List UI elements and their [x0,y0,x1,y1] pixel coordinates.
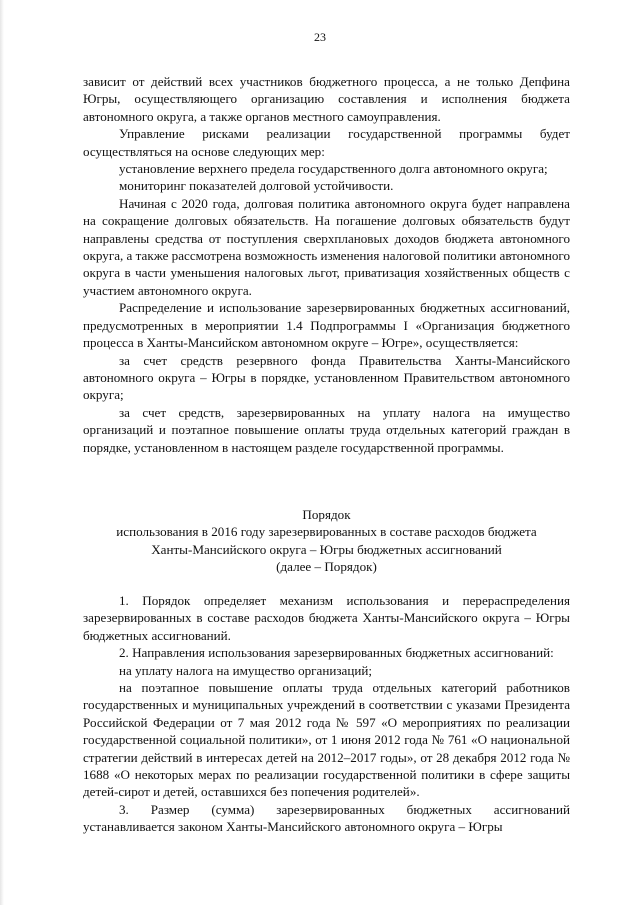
paragraph: Распределение и использование зарезервированных бюджетных ассигнований, предусмотренных в мероприятии 1.4 Подпрограммы I «Организация бюджетного процесса в Ханты-Мансийском автономном округе – Югре», осуществляется: [83,300,570,351]
paragraph: мониторинг показателей долговой устойчивости. [119,178,394,194]
heading-line: (далее – Порядок) [276,559,377,575]
paragraph: 2. Направления использования зарезервированных бюджетных ассигнований: [119,645,554,661]
paragraph: 3. Размер (сумма) зарезервированных бюджетных ассигнований устанавливается законом Ханты-Мансийского автономного округа – Югры [83,801,570,835]
heading-line: Ханты-Мансийского округа – Югры бюджетных ассигнований [151,541,502,557]
procedure-heading [83,506,570,576]
heading-line: использования в 2016 году зарезервированных в составе расходов бюджета [116,524,537,540]
paragraph: Начиная с 2020 года, долговая политика автономного округа будет направлена на сокращение долговых обязательств. На погашение долговых обязательств будут направлены средства от поступления сверхплановых доходов бюджета автономного округа, а также рассмотрена возможность изменения налоговой политики автономного округа в части уменьшения налоговых льгот, приватизация хозяйственных обществ с участием автономного округа. [83,195,571,298]
heading-title: Порядок [302,507,351,522]
paragraph: 1. Порядок определяет механизм использования и перераспределения зарезервированных в составе расходов бюджета Ханты-Мансийского округа – Югры бюджетных ассигнований. [83,593,570,643]
scan-edge [0,0,4,905]
paragraph: зависит от действий всех участников бюджетного процесса, а не только Депфина Югры, осуществляющего организацию составления и исполнения бюджета автономного округа, а также органов местного самоуправления. [83,74,570,124]
paragraph: установление верхнего предела государственного долга автономного округа; [119,161,548,177]
paragraph: Управление рисками реализации государственной программы будет осуществляться на основе следующих мер: [83,126,570,159]
section-1 [83,73,570,456]
paragraph: на поэтапное повышение оплаты труда отдельных категорий работников государственных и муниципальных учреждений в соответствии с указами Президента Российской Федерации от 7 мая 2012 года № 597 «О мероприятиях по реализации государственной социальной политики», от 1 июня 2012 года № 761 «О национальной стратегии действий в интересах детей на 2012–2017 годы», от 28 декабря 2012 года № 1688 «О некоторых мерах по реализации государственной политики в сфере защиты детей-сирот и детей, оставшихся без попечения родителей». [83,680,570,800]
page-number: 23 [314,30,326,44]
paragraph: за счет средств резервного фонда Правительства Ханты-Мансийского автономного округа – Югры в порядке, установленном Правительством автономного округа; [83,352,570,403]
paragraph: на уплату налога на имущество организаций; [119,662,373,678]
section-2 [83,592,570,836]
paragraph: за счет средств, зарезервированных на уплату налога на имущество организаций и поэтапное повышение оплаты труда отдельных категорий граждан в порядке, установленном в настоящем разделе государственной программы. [83,404,570,455]
